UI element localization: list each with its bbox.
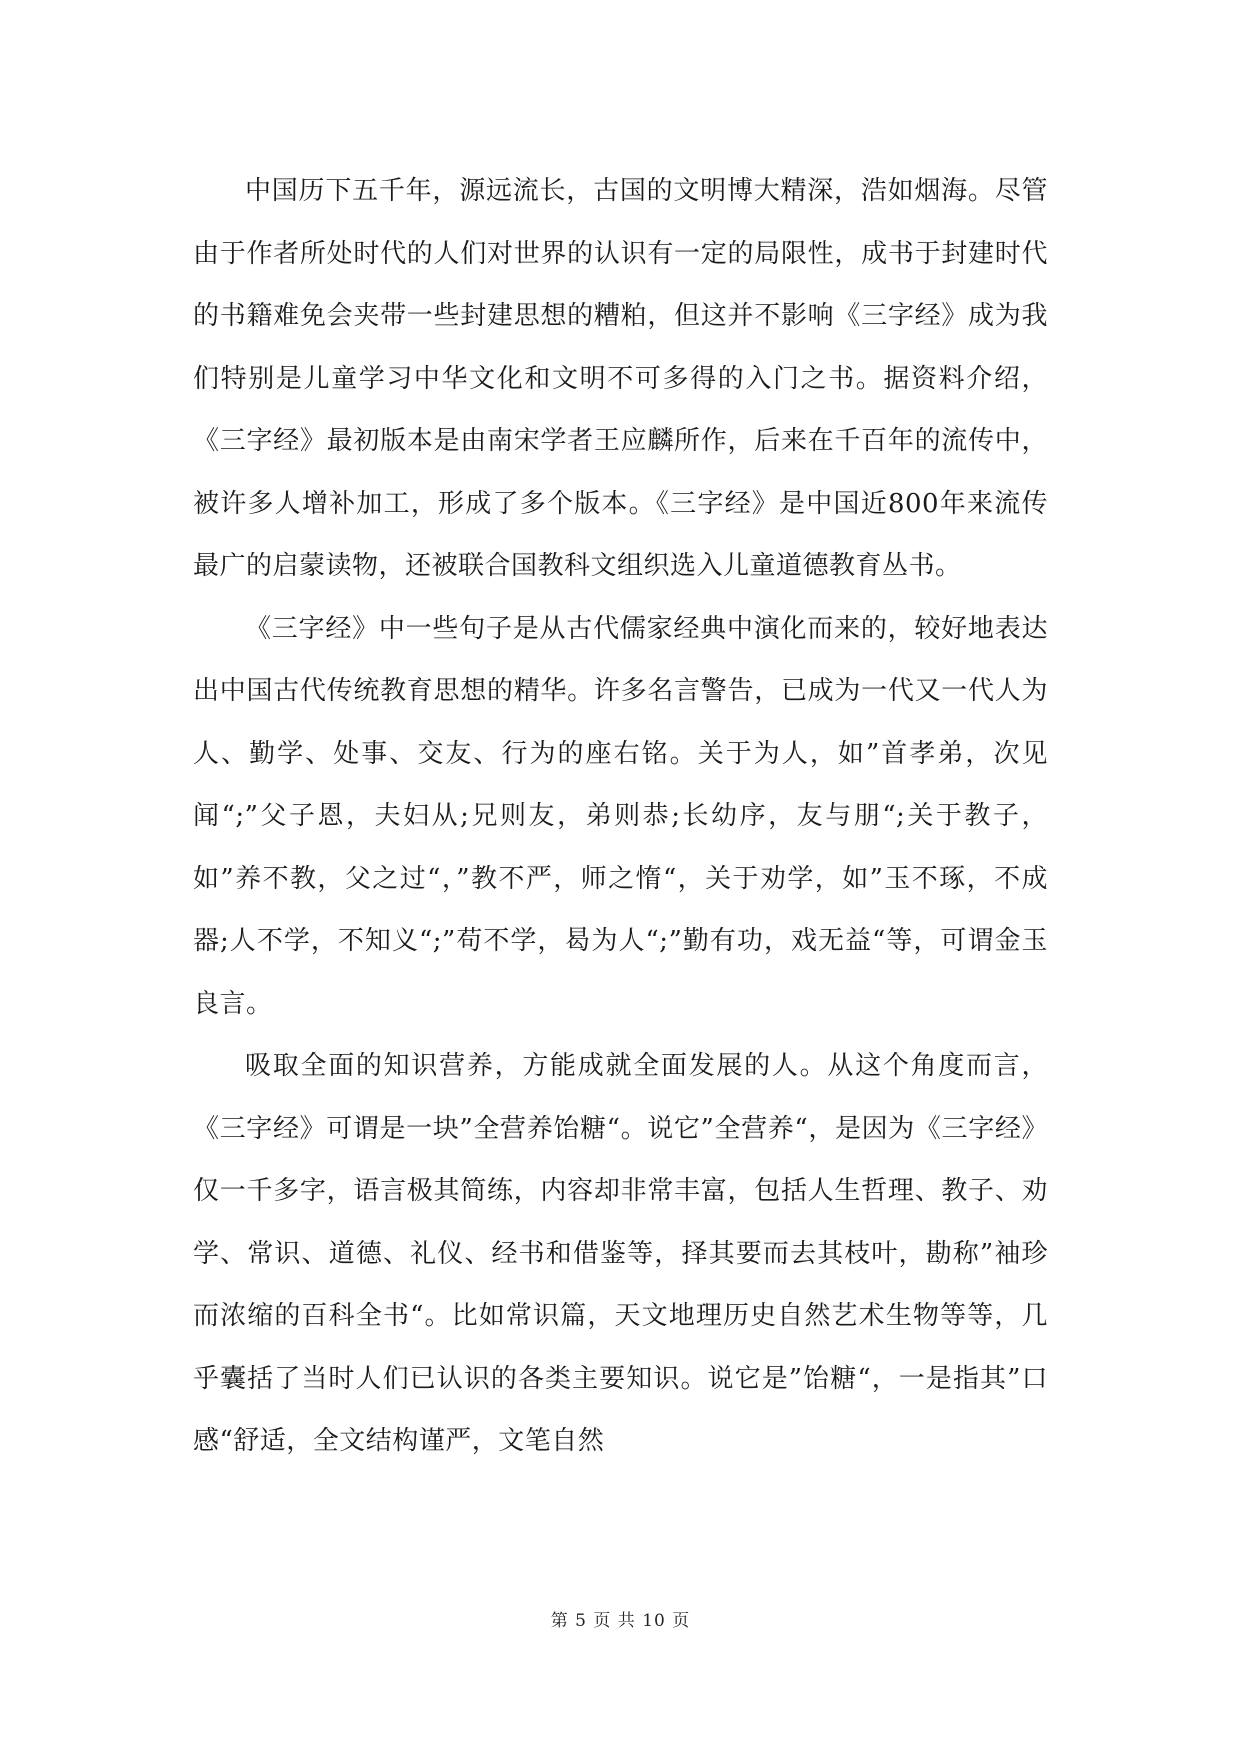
page-footer	[0, 1606, 1241, 1631]
paragraph: 《三字经》中一些句子是从古代儒家经典中演化而来的，较好地表达出中国古代传统教育思想的精华。许多名言警告，已成为一代又一代人为人、勤学、处事、交友、行为的座右铭。关于为人，如”首孝弟，次见闻“;”父子恩，夫妇从;兄则友，弟则恭;长幼序，友与朋“;关于教子，如”养不教，父之过“，”教不严，师之惰“，关于劝学，如”玉不琢，不成器;人不学，不知义“;”苟不学，曷为人“;”勤有功，戏无益“等，可谓金玉良言。	[193, 613, 1048, 1019]
document-body	[193, 160, 1048, 1473]
paragraph: 吸取全面的知识营养，方能成就全面发展的人。从这个角度而言，《三字经》可谓是一块”全营养饴糖“。说它”全营养“，是因为《三字经》仅一千多字，语言极其简练，内容却非常丰富，包括人生哲理、教子、劝学、常识、道德、礼仪、经书和借鉴等，择其要而去其枝叶，勘称”袖珍而浓缩的百科全书“。比如常识篇，天文地理历史自然艺术生物等等，几乎囊括了当时人们已认识的各类主要知识。说它是”饴糖“，一是指其”口感“舒适，全文结构谨严，文笔自然	[193, 1051, 1048, 1456]
page-number: 第 5 页 共 10 页	[550, 1611, 691, 1631]
paragraph: 中国历下五千年，源远流长，古国的文明博大精深，浩如烟海。尽管由于作者所处时代的人们对世界的认识有一定的局限性，成书于封建时代的书籍难免会夹带一些封建思想的糟粕，但这并不影响《三字经》成为我们特别是儿童学习中华文化和文明不可多得的入门之书。据资料介绍，《三字经》最初版本是由南宋学者王应麟所作，后来在千百年的流传中，被许多人增补加工，形成了多个版本。《三字经》是中国近800年来流传最广的启蒙读物，还被联合国教科文组织选入儿童道德教育丛书。	[193, 176, 1048, 581]
